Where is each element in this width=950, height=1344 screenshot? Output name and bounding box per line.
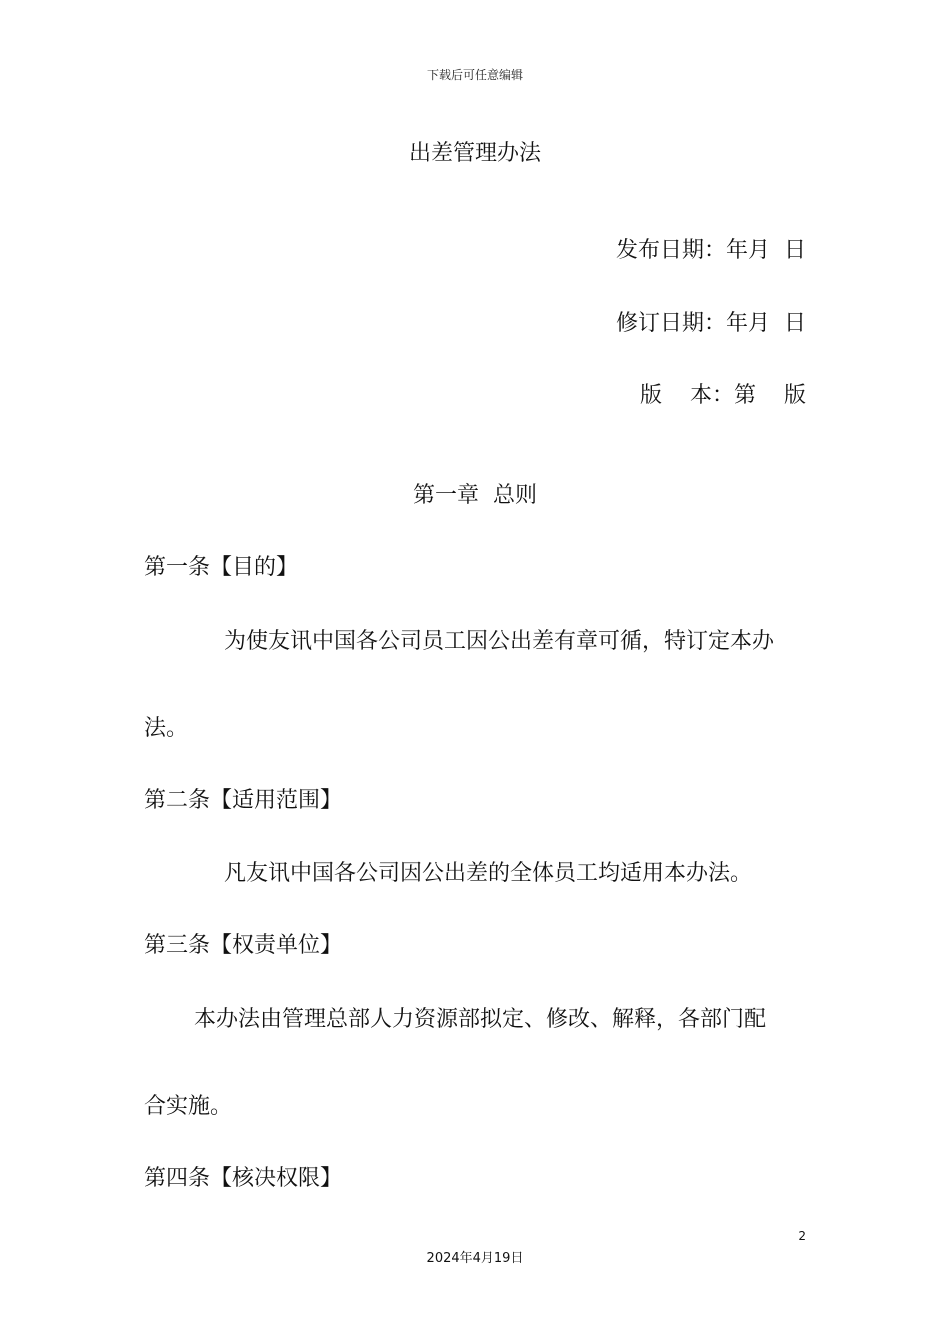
page-header: 下载后可任意编辑 — [426, 68, 523, 82]
footer-date: 2024年4月19日 — [426, 1251, 524, 1266]
page-number: 2 — [798, 1229, 806, 1243]
revise-date-line — [616, 306, 806, 337]
revise-date-day: 日 — [783, 311, 806, 336]
article-1-text-line-2: 法。 — [144, 716, 189, 741]
chapter-name: 总则 — [493, 483, 538, 508]
publish-date-day: 日 — [783, 238, 806, 263]
revise-date-label: 修订日期： — [615, 311, 726, 336]
article-3-text-line-2: 合实施。 — [144, 1094, 233, 1119]
article-2-heading: 第二条【适用范围】 — [144, 788, 343, 813]
chapter-number: 第一章 — [412, 483, 479, 508]
version-line — [640, 378, 806, 409]
revise-date-year-month: 年月 — [725, 311, 770, 336]
version-label-2: 本： — [689, 383, 734, 408]
article-3-heading: 第三条【权责单位】 — [144, 933, 343, 958]
article-2-text-line-1: 凡友讯中国各公司因公出差的全体员工均适用本办法。 — [224, 861, 753, 886]
chapter-heading — [0, 478, 950, 509]
version-label-1: 版 — [639, 383, 662, 408]
article-4-heading: 第四条【核决权限】 — [144, 1166, 343, 1191]
publish-date-label: 发布日期： — [615, 238, 726, 263]
version-value-1: 第 — [733, 383, 756, 408]
version-value-2: 版 — [783, 383, 806, 408]
document-title: 出差管理办法 — [408, 141, 541, 166]
publish-date-year-month: 年月 — [725, 238, 770, 263]
article-1-heading: 第一条【目的】 — [144, 555, 299, 580]
publish-date-line — [616, 233, 806, 264]
article-1-text-line-1: 为使友讯中国各公司员工因公出差有章可循，特订定本办 — [224, 629, 775, 654]
article-3-text-line-1: 本办法由管理总部人力资源部拟定、修改、解释，各部门配 — [194, 1007, 767, 1032]
